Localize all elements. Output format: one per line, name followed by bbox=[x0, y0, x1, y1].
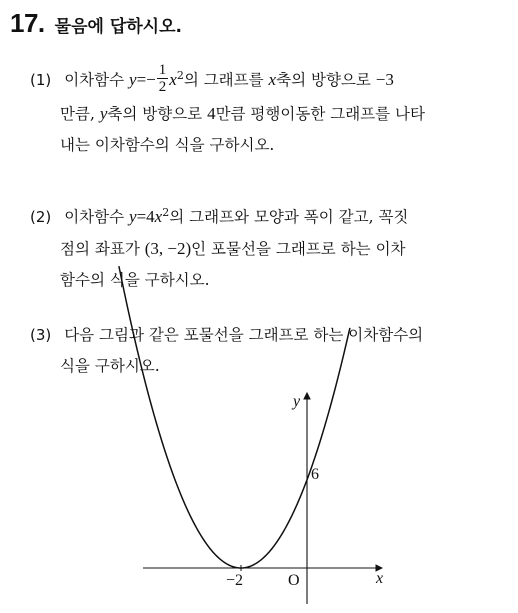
text: 만큼, bbox=[60, 104, 95, 123]
shift-y-value: 4 bbox=[207, 103, 216, 123]
question-number: 17. bbox=[10, 8, 45, 38]
fraction-numerator: 1 bbox=[158, 61, 167, 78]
equals-coefficient: =4 bbox=[136, 207, 155, 226]
var-x: x bbox=[154, 207, 163, 226]
text: 함수의 식을 구하시오. bbox=[60, 271, 210, 289]
var-y: y bbox=[129, 207, 137, 226]
equals-minus: =− bbox=[136, 70, 156, 89]
parabola-curve bbox=[119, 266, 350, 568]
text: 의 그래프를 bbox=[183, 71, 264, 89]
var-x: x bbox=[169, 70, 177, 89]
vertex-coordinates: (3, −2) bbox=[144, 239, 192, 258]
text: 축의 방향으로 bbox=[276, 71, 371, 89]
text: 내는 이차함수의 식을 구하시오. bbox=[60, 135, 275, 154]
x-axis-label: x bbox=[376, 570, 384, 587]
text: 의 그래프와 모양과 폭이 같고, 꼭짓 bbox=[169, 208, 409, 226]
exponent: 2 bbox=[176, 68, 184, 82]
subquestion-3-label: (3) bbox=[30, 326, 52, 344]
y-axis-label: y bbox=[293, 393, 301, 410]
origin-label: O bbox=[288, 572, 300, 589]
subquestion-1-label: (1) bbox=[30, 71, 52, 89]
y-intercept-label: 6 bbox=[311, 466, 319, 483]
text: 점의 좌표가 bbox=[60, 240, 140, 258]
vertex-x-label: −2 bbox=[226, 572, 244, 589]
var-y: y bbox=[99, 103, 108, 123]
var-y: y bbox=[129, 70, 137, 89]
text: 이차함수 bbox=[64, 71, 125, 89]
question-title: 물음에 답하시오. bbox=[54, 17, 182, 37]
text: 다음 그림과 같은 포물선을 그래프로 하는 이차함수의 bbox=[64, 326, 424, 344]
text: 식을 구하시오. bbox=[60, 357, 160, 375]
text: 이차함수 bbox=[64, 208, 125, 226]
exponent: 2 bbox=[162, 205, 170, 219]
text: 만큼 평행이동한 그래프를 나타 bbox=[215, 104, 425, 123]
shift-x-value: −3 bbox=[375, 70, 394, 89]
var-x: x bbox=[268, 70, 277, 89]
subquestion-2-label: (2) bbox=[30, 208, 52, 226]
fraction-denominator: 2 bbox=[158, 78, 167, 95]
text: 축의 방향으로 bbox=[107, 104, 203, 123]
text: 인 포물선을 그래프로 하는 이차 bbox=[191, 240, 406, 258]
